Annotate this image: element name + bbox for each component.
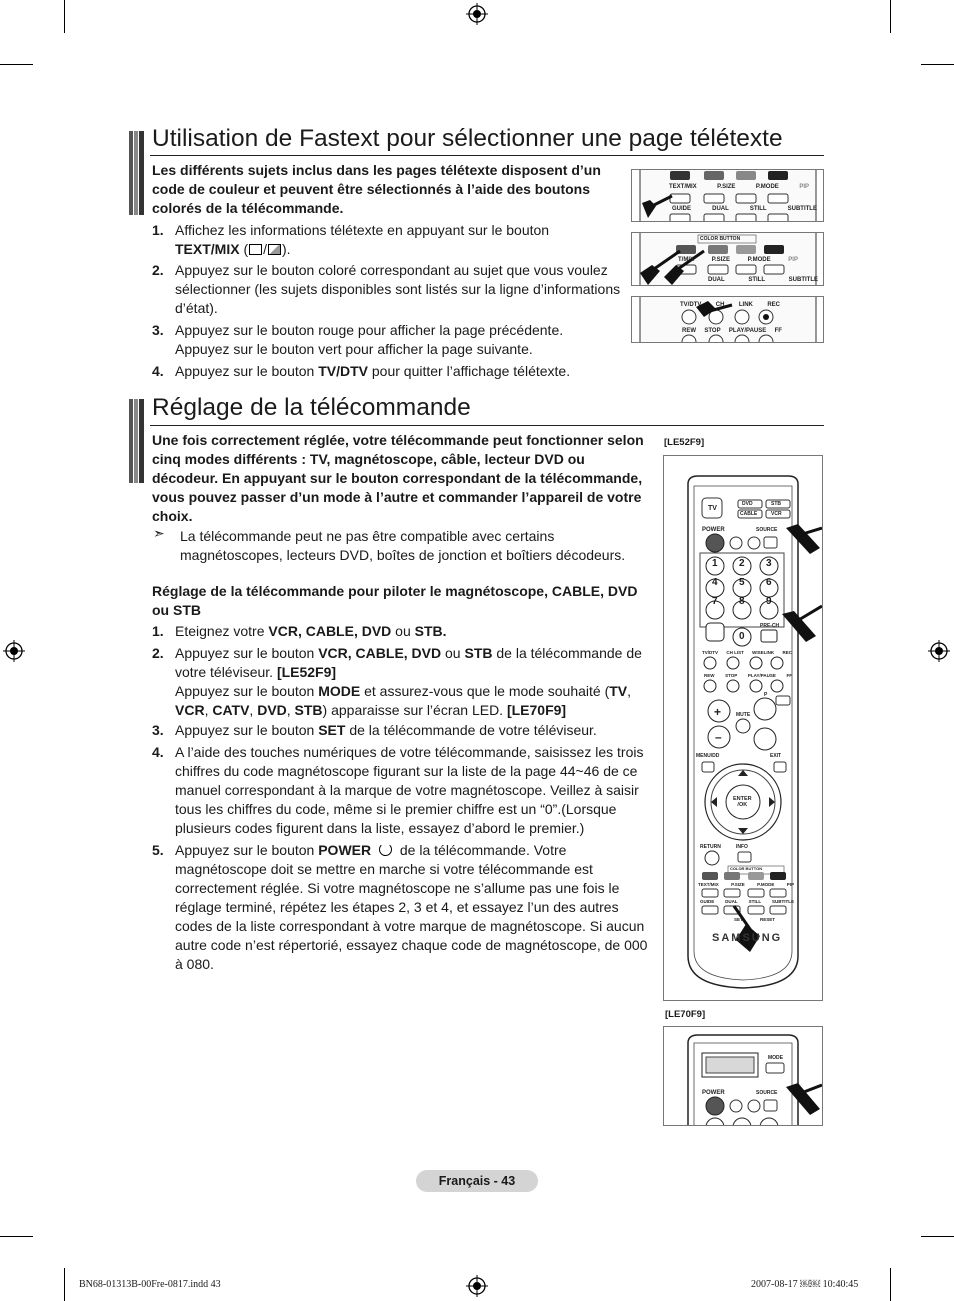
digit-key: 4: [712, 577, 718, 588]
section2-intro: Une fois correctement réglée, votre télécommande peut fonctionner selon cinq modes différents : TV, magnétoscope, câble, lecteur DVD ou décodeur. En appuyant sur le bouton correspondant de la télécommande, vous pouvez passer d’un mode à l’autre et commander l’appareil de votre choix.: [152, 432, 644, 524]
step-bold: [LE52F9]: [276, 664, 337, 680]
step-text: ) apparaisse sur l’écran LED.: [322, 702, 507, 718]
remote-control-illustration: [664, 1027, 822, 1125]
step-text: de la télécommande de votre téléviseur.: [345, 722, 597, 738]
step-4: [152, 362, 632, 381]
figure-label: [LE70F9]: [665, 1009, 706, 1020]
crop-mark: [64, 0, 65, 33]
remote-label-row: [702, 650, 792, 655]
remote-key-label: P.MODE: [757, 882, 775, 887]
remote-key-label: RETURN: [700, 844, 721, 850]
volume-up-icon: +: [714, 705, 722, 719]
section1-title: Utilisation de Fastext pour sélectionner une page télétexte: [152, 125, 783, 152]
step-number: 4.: [152, 363, 164, 379]
button-label: LINK: [738, 302, 753, 308]
digit-key: 6: [766, 577, 772, 588]
remote-key-label: DVD: [742, 501, 753, 507]
remote-key-label: GUIDE: [700, 899, 715, 904]
remote-key-label: REC: [782, 650, 792, 655]
remote-label-row: [700, 899, 794, 904]
step-2: [152, 261, 632, 318]
teletext-icon: [249, 244, 262, 255]
registration-mark-icon: [928, 640, 950, 662]
step-text: Appuyez sur le bouton rouge pour afficher la page précédente. Appuyez sur le bouton vert pour afficher la page suivante.: [175, 322, 564, 357]
button-label: T/MIX: [678, 257, 694, 263]
button-label: PIP: [799, 184, 809, 190]
button-label: REC: [767, 302, 780, 308]
remote-key-label: P.SIZE: [731, 882, 745, 887]
button-label: REW: [682, 328, 696, 334]
section-bar: [129, 131, 144, 215]
registration-mark-icon: [466, 3, 488, 25]
step-number: 3.: [152, 322, 164, 338]
step-text: ,: [249, 702, 258, 718]
button-label: PLAY/PAUSE: [728, 328, 767, 334]
remote-key-label: FF: [786, 673, 792, 678]
button-label: DUAL: [712, 206, 729, 212]
step-bold: TV/DTV: [318, 363, 368, 379]
step-text: ,: [204, 702, 213, 718]
figure-label: [LE52F9]: [664, 437, 705, 448]
digit-key: 2: [739, 558, 745, 569]
remote-control-illustration: [664, 456, 822, 1000]
remote-key-label: REW: [704, 673, 715, 678]
remote-key-label: PIP: [786, 882, 794, 887]
button-labels-row: [669, 184, 809, 190]
step-bold: VCR, CABLE, DVD: [318, 645, 442, 661]
remote-key-label: SOURCE: [756, 527, 778, 533]
step-text: Appuyez sur le bouton: [175, 645, 319, 661]
button-labels-row: [672, 206, 817, 212]
brand-logo: SAMSUNG: [712, 932, 783, 944]
remote-key-label: INFO: [736, 844, 748, 850]
button-label: P.MODE: [755, 184, 779, 190]
digit-key: 7: [712, 596, 718, 607]
remote-key-label: STOP: [725, 673, 738, 678]
step-text: Affichez les informations télétexte en appuyant sur le bouton: [175, 222, 550, 238]
remote-control-figure: [663, 1026, 823, 1126]
step-3: [152, 321, 632, 359]
registration-mark-icon: [3, 640, 25, 662]
registration-mark-icon: [466, 1275, 488, 1297]
remote-key-label: POWER: [702, 527, 725, 533]
remote-key-label: PRE-CH: [760, 623, 780, 629]
digit-key: 3: [766, 558, 772, 569]
crop-mark: [890, 0, 891, 33]
file-slug: BN68-01313B-00Fre-0817.indd 43: [79, 1279, 221, 1290]
remote-key-label: STILL: [748, 899, 762, 904]
step-number: 1.: [152, 623, 164, 639]
step-number: 4.: [152, 744, 164, 760]
step-text: ou: [391, 623, 415, 639]
remote-key-label: CABLE: [740, 511, 758, 517]
remote-label-row: [698, 882, 794, 887]
remote-key-label: STB: [771, 501, 781, 507]
step-bold: TV: [609, 683, 628, 699]
power-icon: [379, 843, 392, 856]
button-label: PIP: [788, 257, 798, 263]
remote-key-label: EXIT: [770, 753, 782, 759]
button-label: TEXT/MIX: [669, 184, 697, 190]
step-text: Eteignez votre: [175, 623, 269, 639]
step-bold: STB: [464, 645, 493, 661]
step-4: [152, 743, 652, 838]
section2-title: Réglage de la télécommande: [152, 394, 471, 421]
button-label: TV/DTV: [680, 302, 702, 308]
step-bold: TEXT/MIX: [175, 241, 240, 257]
note-arrow-icon: ➣: [153, 525, 165, 541]
section2-note: La télécommande peut ne pas être compatible avec certains magnétoscopes, lecteurs DVD, boîtes de jonction et boîtiers décodeurs.: [180, 528, 626, 563]
remote-control-figure: [663, 455, 823, 1001]
step-number: 3.: [152, 722, 164, 738]
step-text: (: [239, 241, 249, 257]
step-3: [152, 721, 652, 740]
step-text: Appuyez sur le bouton: [175, 363, 319, 379]
step-1: [152, 622, 652, 641]
step-number: 2.: [152, 262, 164, 278]
step-text: ).: [282, 241, 291, 257]
remote-key-label: SOURCE: [756, 1090, 778, 1096]
button-labels-row: [680, 302, 780, 308]
crop-mark: [0, 64, 33, 65]
step-2: [152, 644, 652, 720]
remote-key-label: TEXT/MIX: [698, 882, 719, 887]
section1-intro: Les différents sujets inclus dans les pages télétexte disposent d’un code de couleur et peuvent être sélectionnés à l’aide des boutons colorés de la télécommande.: [152, 162, 601, 216]
digit-key: 1: [712, 558, 718, 569]
button-label: CH: [715, 302, 725, 308]
remote-figure-1: [631, 169, 824, 222]
step-text: de la télécommande de votre téléviseur.: [175, 645, 642, 680]
step-text: Appuyez sur le bouton: [175, 722, 319, 738]
remote-figure-2: [631, 232, 824, 286]
step-bold: STB: [294, 702, 323, 718]
step-text: ,: [286, 702, 295, 718]
step-bold: MODE: [318, 683, 361, 699]
step-number: 5.: [152, 842, 164, 858]
step-text: Appuyez sur le bouton coloré correspondant au sujet que vous voulez sélectionner (les sujets disponibles sont listés sur la ligne d’informations d’état).: [175, 262, 621, 316]
remote-key-label: WISELINK: [752, 650, 775, 655]
button-label: P.MODE: [747, 257, 771, 263]
step-text: Appuyez sur le bouton: [175, 683, 319, 699]
color-button-caption: COLOR BUTTON: [700, 236, 741, 242]
section-rule: [150, 425, 824, 426]
remote-key-label: SUBTITLE: [771, 899, 794, 904]
step-bold: VCR: [175, 702, 205, 718]
remote-key-label: SET: [734, 917, 743, 922]
button-label: GUIDE: [672, 206, 692, 212]
remote-key-label: MODE: [768, 1055, 783, 1061]
button-label: P.SIZE: [717, 184, 736, 190]
remote-key-label: COLOR BUTTON: [730, 866, 763, 871]
button-labels-row: [682, 328, 782, 334]
step-number: 2.: [152, 645, 164, 661]
digit-key: 9: [766, 596, 772, 607]
mix-icon: [268, 244, 281, 255]
remote-key-label: CH LIST: [726, 650, 744, 655]
enter-key-label: ENTER /OK: [733, 796, 752, 808]
step-bold: [LE70F9]: [506, 702, 567, 718]
step-text: Appuyez sur le bouton: [175, 842, 319, 858]
step-bold: CATV: [212, 702, 250, 718]
step-bold: SET: [318, 722, 346, 738]
remote-figure-3: [631, 296, 824, 343]
button-label: DUAL: [708, 277, 725, 283]
step-bold: DVD: [257, 702, 287, 718]
remote-key-label: VCR: [771, 511, 782, 517]
step-1: 1. Affichez les informations télétexte en appuyant sur le bouton TEXT/MIX ( / ).: [152, 222, 550, 257]
remote-label-row: [704, 673, 792, 678]
button-label: STOP: [704, 328, 721, 334]
remote-key-label: POWER: [702, 1090, 725, 1096]
step-5: [152, 841, 652, 974]
remote-key-label: P: [764, 692, 768, 698]
keypad: [706, 558, 782, 607]
step-text: ou: [441, 645, 465, 661]
button-label: STILL: [749, 206, 767, 212]
remote-key-label: PLAY/PAUSE: [747, 673, 776, 678]
button-label: FF: [774, 328, 782, 334]
section-bar: [129, 399, 144, 483]
crop-mark: [64, 1268, 65, 1301]
step-number: 1.: [152, 222, 164, 238]
step-text: pour quitter l’affichage télétexte.: [368, 363, 571, 379]
step-text: et assurez-vous que le mode souhaité (: [360, 683, 610, 699]
step-text: de la télécommande. Votre magnétoscope doit se mettre en marche si votre télécommande est correctement réglée. Si votre magnétoscope ne s’allume pas une fois le réglage terminé, répétez les étapes 2, 3 et 4, et essayez l’un des autres codes de la liste correspondant à votre marque de magnétoscope. Si aucun autre code n’est répertorié, essayez chaque code de magnétoscope, de 000 à 080.: [175, 842, 648, 972]
date-slug: 2007-08-17 ￼￼ 10:40:45: [751, 1279, 859, 1290]
button-label: P.SIZE: [711, 257, 730, 263]
remote-key-label: MENU/DD: [696, 753, 720, 759]
step-bold: POWER: [318, 842, 372, 858]
digit-key: 0: [739, 631, 745, 642]
step-text: A l’aide des touches numériques de votre télécommande, saisissez les trois chiffres du code magnétoscope figurant sur la liste de la page 44~46 de ce manuel correspondant à la marque de votre magnétoscope. Veillez à saisir tous les chiffres du code, même si le premier chiffre est un “0”.(Lorsque plusieurs codes figurent dans la liste, essayez d’abord le premier.): [175, 744, 644, 836]
step-bold: STB.: [414, 623, 447, 639]
remote-key-label: MUTE: [736, 712, 751, 718]
remote-buttons-illustration: [632, 170, 823, 221]
crop-mark: [921, 1236, 954, 1237]
button-labels-row: [708, 277, 818, 283]
remote-key-label: DUAL: [725, 899, 738, 904]
remote-key-label: RESET: [760, 917, 776, 922]
volume-down-icon: –: [715, 730, 722, 744]
remote-key-label: TV/DTV: [702, 650, 719, 655]
crop-mark: [0, 1236, 33, 1237]
crop-mark: [921, 64, 954, 65]
step-bold: VCR, CABLE, DVD: [268, 623, 392, 639]
digit-key: 5: [739, 577, 745, 588]
button-label: SUBTITLE: [787, 206, 817, 212]
digit-key: 8: [739, 596, 745, 607]
section2-subhead: Réglage de la télécommande pour piloter le magnétoscope, CABLE, DVD ou STB: [152, 583, 638, 618]
crop-mark: [890, 1268, 891, 1301]
remote-key-label: TV: [708, 505, 717, 512]
button-labels-row: [678, 257, 798, 263]
section-rule: [150, 155, 824, 156]
step-text: ,: [627, 683, 632, 699]
button-label: SUBTITLE: [788, 277, 818, 283]
button-label: STILL: [748, 277, 765, 283]
page-number-badge: Français - 43: [416, 1170, 538, 1192]
